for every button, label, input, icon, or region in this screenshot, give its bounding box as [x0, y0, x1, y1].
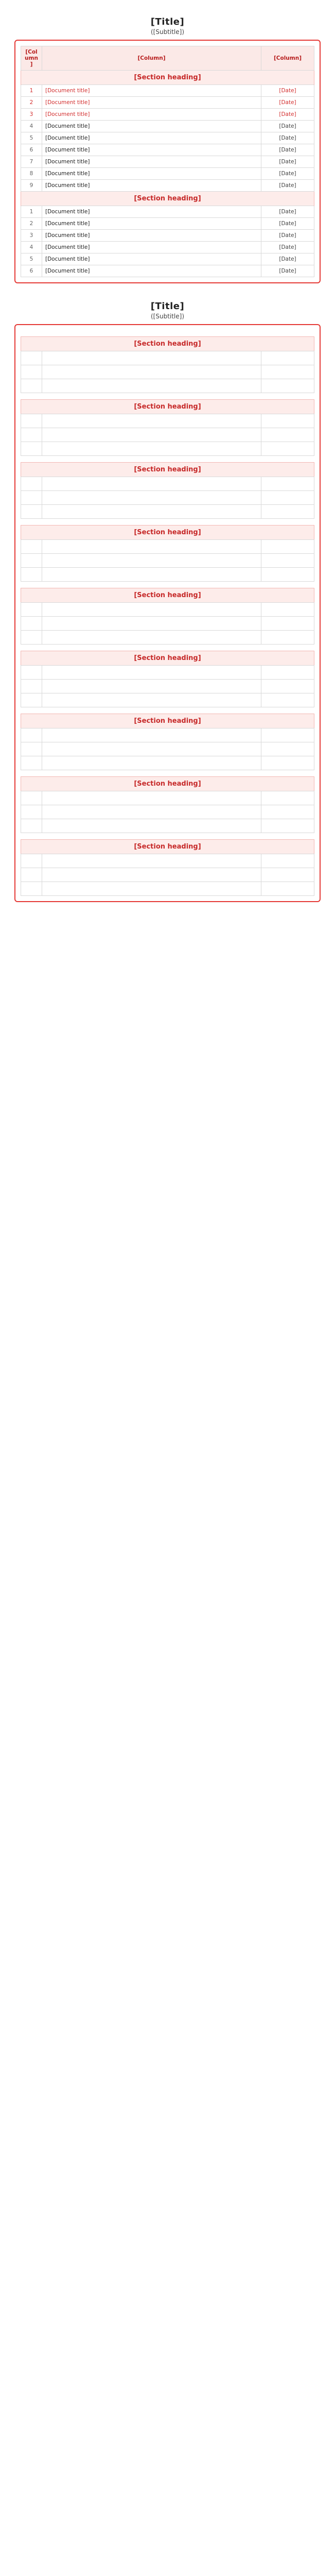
row-title: [42, 379, 261, 393]
table-row: [21, 728, 314, 742]
section: [21, 776, 314, 833]
row-date: [Date]: [261, 97, 314, 109]
row-date: [261, 742, 314, 756]
section-header: [Section heading]: [21, 462, 314, 477]
row-number: [21, 693, 42, 707]
row-number: [21, 882, 42, 896]
document-list-card: [14, 324, 321, 902]
row-number: 5: [21, 132, 42, 144]
table-row: [21, 379, 314, 393]
row-number: 1: [21, 85, 42, 97]
section-table: [21, 854, 314, 896]
table-row: [21, 819, 314, 833]
row-date: [261, 568, 314, 582]
doc-subtitle: ([Subtitle]): [150, 28, 185, 36]
row-title: [42, 882, 261, 896]
row-date: [261, 805, 314, 819]
section-table: [21, 351, 314, 393]
row-date: [261, 477, 314, 491]
table-row: [21, 265, 314, 277]
row-number: [21, 414, 42, 428]
table-row: [21, 85, 314, 97]
table-row: [21, 230, 314, 242]
table-row: [21, 144, 314, 156]
row-date: [261, 680, 314, 693]
section-header: [Section heading]: [21, 839, 314, 854]
section-header: [Section heading]: [21, 588, 314, 602]
row-title: [Document title]: [42, 144, 261, 156]
section-header: [Section heading]: [21, 651, 314, 665]
table-row: [21, 666, 314, 680]
row-date: [Date]: [261, 156, 314, 168]
row-title: [42, 666, 261, 680]
section: [21, 588, 314, 645]
table-row: [21, 680, 314, 693]
row-title: [42, 477, 261, 491]
table-row: [21, 180, 314, 192]
table-row: [21, 805, 314, 819]
table-row: [21, 428, 314, 442]
row-number: [21, 854, 42, 868]
row-title: [Document title]: [42, 156, 261, 168]
doc-title: [Title]: [150, 16, 185, 27]
section-table: [21, 728, 314, 770]
row-title: [42, 680, 261, 693]
row-date: [261, 854, 314, 868]
table-row: [21, 206, 314, 218]
row-title: [42, 414, 261, 428]
row-number: 3: [21, 230, 42, 242]
row-date: [261, 414, 314, 428]
row-number: 6: [21, 144, 42, 156]
row-title: [42, 742, 261, 756]
row-date: [261, 428, 314, 442]
row-date: [261, 379, 314, 393]
row-title: [Document title]: [42, 85, 261, 97]
row-number: [21, 428, 42, 442]
row-date: [Date]: [261, 206, 314, 218]
row-date: [261, 540, 314, 554]
doc-subtitle: ([Subtitle]): [150, 313, 185, 320]
row-date: [Date]: [261, 85, 314, 97]
row-number: 1: [21, 206, 42, 218]
table-row: [21, 109, 314, 121]
table-row: [21, 253, 314, 265]
section-table: [21, 791, 314, 833]
table-row: [21, 132, 314, 144]
row-date: [261, 693, 314, 707]
row-title: [42, 540, 261, 554]
row-date: [Date]: [261, 218, 314, 230]
row-title: [Document title]: [42, 206, 261, 218]
document-list-card: [14, 40, 321, 283]
row-number: [21, 742, 42, 756]
table-row: [21, 242, 314, 253]
row-title: [42, 442, 261, 456]
section: [21, 714, 314, 770]
row-title: [Document title]: [42, 265, 261, 277]
header-date: [Column]: [261, 46, 314, 71]
row-date: [261, 554, 314, 568]
row-number: [21, 728, 42, 742]
table-row: [21, 351, 314, 365]
row-title: [Document title]: [42, 132, 261, 144]
row-date: [261, 756, 314, 770]
table-row: [21, 505, 314, 519]
section-header: [Section heading]: [21, 776, 314, 791]
row-number: [21, 868, 42, 882]
row-title: [42, 617, 261, 631]
row-title: [42, 505, 261, 519]
section-header: [Section heading]: [21, 399, 314, 414]
row-title: [Document title]: [42, 230, 261, 242]
document-table: [21, 46, 314, 277]
table-row: [21, 97, 314, 109]
row-date: [Date]: [261, 265, 314, 277]
row-date: [261, 603, 314, 617]
row-number: 3: [21, 109, 42, 121]
row-number: 4: [21, 242, 42, 253]
row-date: [261, 351, 314, 365]
row-date: [Date]: [261, 132, 314, 144]
section-header: [Section heading]: [21, 336, 314, 351]
section: [21, 399, 314, 456]
row-date: [Date]: [261, 180, 314, 192]
section: [21, 839, 314, 896]
row-title: [Document title]: [42, 253, 261, 265]
row-number: [21, 819, 42, 833]
row-title: [42, 603, 261, 617]
table-row: [21, 742, 314, 756]
row-number: [21, 631, 42, 645]
table-row: [21, 791, 314, 805]
row-date: [Date]: [261, 242, 314, 253]
row-number: [21, 554, 42, 568]
table-row: [21, 156, 314, 168]
section-header: [Section heading]: [21, 71, 314, 85]
header-no: [Column]: [21, 46, 42, 71]
section-table: [21, 602, 314, 645]
table-row: [21, 882, 314, 896]
row-number: 9: [21, 180, 42, 192]
row-title: [42, 351, 261, 365]
table-row: [21, 756, 314, 770]
table-row: [21, 603, 314, 617]
row-title: [42, 365, 261, 379]
row-date: [261, 791, 314, 805]
row-number: [21, 791, 42, 805]
section: [21, 462, 314, 519]
table-row: [21, 477, 314, 491]
row-date: [Date]: [261, 230, 314, 242]
row-number: [21, 603, 42, 617]
row-title: [Document title]: [42, 109, 261, 121]
table-row: [21, 868, 314, 882]
row-number: [21, 365, 42, 379]
row-number: [21, 666, 42, 680]
row-title: [42, 554, 261, 568]
table-row: [21, 168, 314, 180]
section-header: [Section heading]: [21, 714, 314, 728]
table-row: [21, 631, 314, 645]
row-title: [42, 791, 261, 805]
row-number: [21, 379, 42, 393]
row-number: [21, 540, 42, 554]
row-title: [42, 428, 261, 442]
row-date: [Date]: [261, 144, 314, 156]
row-date: [261, 819, 314, 833]
row-number: 5: [21, 253, 42, 265]
row-title: [Document title]: [42, 242, 261, 253]
row-date: [261, 491, 314, 505]
row-title: [Document title]: [42, 180, 261, 192]
table-row: [21, 121, 314, 132]
row-number: 7: [21, 156, 42, 168]
table-row: [21, 693, 314, 707]
row-title: [42, 756, 261, 770]
row-title: [42, 693, 261, 707]
row-number: [21, 477, 42, 491]
row-number: [21, 680, 42, 693]
table-row: [21, 365, 314, 379]
row-number: [21, 442, 42, 456]
section: [21, 525, 314, 582]
row-number: [21, 756, 42, 770]
row-date: [Date]: [261, 168, 314, 180]
table-row: [21, 442, 314, 456]
doc-title: [Title]: [150, 301, 185, 312]
row-number: [21, 351, 42, 365]
row-number: 8: [21, 168, 42, 180]
section-table: [21, 665, 314, 707]
table-row: [21, 218, 314, 230]
row-date: [261, 442, 314, 456]
table-row: [21, 854, 314, 868]
row-number: 2: [21, 218, 42, 230]
row-number: [21, 617, 42, 631]
section-table: [21, 477, 314, 519]
row-date: [261, 868, 314, 882]
row-number: [21, 805, 42, 819]
table-row: [21, 568, 314, 582]
row-title: [42, 728, 261, 742]
table-row: [21, 540, 314, 554]
section-header: [Section heading]: [21, 192, 314, 206]
row-number: [21, 568, 42, 582]
row-date: [261, 631, 314, 645]
table-row: [21, 491, 314, 505]
row-title: [42, 805, 261, 819]
header-title: [Column]: [42, 46, 261, 71]
row-title: [42, 491, 261, 505]
table-row: [21, 617, 314, 631]
row-title: [Document title]: [42, 97, 261, 109]
row-title: [Document title]: [42, 218, 261, 230]
row-date: [261, 882, 314, 896]
section-header: [Section heading]: [21, 525, 314, 539]
row-date: [261, 505, 314, 519]
row-number: 4: [21, 121, 42, 132]
section-table: [21, 414, 314, 456]
row-date: [261, 728, 314, 742]
row-number: 6: [21, 265, 42, 277]
row-title: [42, 819, 261, 833]
row-date: [Date]: [261, 121, 314, 132]
row-title: [42, 631, 261, 645]
row-date: [261, 617, 314, 631]
row-number: [21, 505, 42, 519]
row-date: [Date]: [261, 253, 314, 265]
section: [21, 336, 314, 393]
section: [21, 651, 314, 707]
row-number: [21, 491, 42, 505]
row-date: [261, 365, 314, 379]
row-number: 2: [21, 97, 42, 109]
row-date: [261, 666, 314, 680]
spacer: [14, 283, 321, 297]
table-row: [21, 554, 314, 568]
row-title: [42, 868, 261, 882]
table-row: [21, 414, 314, 428]
row-date: [Date]: [261, 109, 314, 121]
row-title: [Document title]: [42, 121, 261, 132]
row-title: [Document title]: [42, 168, 261, 180]
section-table: [21, 539, 314, 582]
row-title: [42, 854, 261, 868]
row-title: [42, 568, 261, 582]
